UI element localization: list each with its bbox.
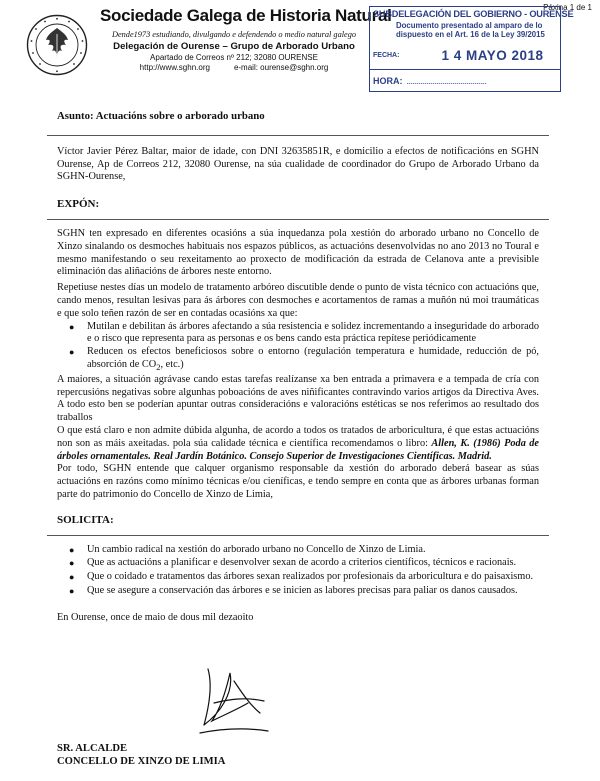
recipient-title: SR. ALCALDE <box>57 743 128 754</box>
stamp-title: SUBDELEGACIÓN DEL GOBIERNO - OURENSE <box>373 9 574 19</box>
stamp-time-box <box>370 69 560 91</box>
registry-stamp <box>369 6 574 92</box>
expon-paragraph: Repetiuse nestes días un modelo de tratamento arbóreo discutible dende o punto de vista técnico con actuacións que, cando menos, resultan lesivas para ás árbores con desmoches e acortamentos de ramas a muñón nú moi traumáticas e que solo teñen razón de ser en contadas ocasións xa que: <box>57 282 539 319</box>
divider <box>47 135 549 136</box>
expon-bullet-list <box>57 321 539 374</box>
recipient-block <box>57 742 225 768</box>
org-tagline: Dende1973 estudiando, divulgando e defendendo o medio natural galego <box>111 30 357 39</box>
bullet-icon: ● <box>69 558 75 569</box>
bullet-icon: ● <box>69 544 75 555</box>
org-address: Apartado de Correos nº 212; 32080 OURENSE <box>150 53 318 62</box>
book-reference: Allen, K. (1986) Poda de árboles ornamentales. Real Jardín Botánico. Consejo Superior de Investigaciones Científicas. Madrid. <box>57 437 539 462</box>
closing-line: En Ourense, once de maio de dous mil dezaoito <box>57 611 254 623</box>
list-item: ● Reducen os efectos beneficiosos sobre o entorno (regulación temperatura e humidade, reducción de pó, absorción de $CO_2$, etc.) <box>69 346 539 372</box>
bullet-icon: ● <box>69 321 75 332</box>
page-number: Páxina 1 de 1 <box>543 3 592 12</box>
org-delegation: Delegación de Ourense – Grupo de Arborado Urbano <box>113 41 355 52</box>
org-email: e-mail: ourense@sghn.org <box>233 63 329 72</box>
signature-image <box>190 663 290 743</box>
org-contacts <box>100 63 368 72</box>
expon-paragraph: Por todo, SGHN entende que calquer organismo responsable da xestión do arborado deberá basear as súas actuacións en razóns como mínimo técnicas e/ou cieníficas, e tendo sempre en conta que as árbores urbanas forman parte do patrimonio do Concello de Xinzo de Limia, <box>57 463 539 500</box>
expon-heading: EXPÓN: <box>57 198 100 211</box>
stamp-date: 1 4 MAYO 2018 <box>441 48 544 63</box>
letter-intro: Víctor Javier Pérez Baltar, maior de idade, con DNI 32635851R, e domicilio a efectos de notificacións en SGHN Ourense, Ap de Correos 212, 32080 Ourense, na súa cualidade de coordinador do Grupo de Arborado Urbano da SGHN-Ourense, <box>57 145 539 183</box>
bullet-icon: ● <box>69 572 75 583</box>
list-item: ● Que as actuacións a planificar e desenvolver sexan de acordo a criterios científicos, técnicos e racionais. <box>69 557 517 569</box>
letter-body <box>57 110 539 625</box>
bullet-icon: ● <box>69 347 75 358</box>
expon-paragraph: SGHN ten expresado en diferentes ocasións a súa inquedanza pola xestión do arborado urbano no Concello de Xinzo sinalando os desmoches habituais nos espazos públicos, as actuacións desenvolvidas no ano 2013 no Toural e mesmo manifestando o seu rexeitamento ao proxecto de modificación da estrada de Celanova ante a previsible eliminación das aliñacións de árbores neste entorno. <box>57 227 539 278</box>
org-website: http://www.sghn.org <box>139 63 210 72</box>
stamp-time-value: ........................................ <box>406 75 487 86</box>
list-item: ● Que o coidado e tratamentos das árbores sexan realizados por profesionais da arboricultura e do paisaxismo. <box>69 571 534 583</box>
expon-paragraph: O que está claro e non admite dúbida algunha, de acordo a todos os tratados de arboricultura, é que estas actuacións non son as máis axeitadas. pola súa calidade técnica e científica recomendamos o libro: Allen, K. (1986) Poda de árboles ornamentales. Real Jardín Botánico. Consejo Superior de Investigaciones Científicas. Madrid. <box>57 424 539 462</box>
recipient-office: CONCELLO DE XINZO DE LIMIA <box>57 756 226 767</box>
stamp-date-label: FECHA: <box>373 52 400 59</box>
divider <box>47 219 549 220</box>
solicita-list <box>57 544 539 598</box>
list-item: ● Que se asegure a conservación das árbores e se inicien as labores precisas para paliar os danos causados. <box>69 584 518 596</box>
bullet-icon: ● <box>69 585 75 596</box>
list-item: ● Mutilan e debilitan ás árbores afectando a súa resistencia e solidez incrementando a inseguridade do arborado e o risco que representa para as personas e os bens cando esta práctica repítese periódicamente <box>69 320 539 345</box>
org-name: Sociedade Galega de Historia Natural <box>100 6 392 25</box>
expon-paragraph: A maiores, a situación agrávase cando estas tarefas realízanse xa ben entrada a primavera e a tempada de cría con repercusións negativas sobre algunhas poboacións de aves niñificantes contravindo varios artigos da Directiva Aves. A todo esto ben se poderían apuntar outras consideracións e valoracións estéticas se nos referimos ao resultado dos traballos <box>57 373 539 424</box>
stamp-note: Documento presentado al amparo de lo dispuesto en el Art. 16 de la Ley 39/2015 <box>396 21 545 39</box>
divider <box>47 535 549 536</box>
list-item: ● Un cambio radical na xestión do arborado urbano no Concello de Xinzo de Limia. <box>69 543 426 555</box>
stamp-time-label: HORA: <box>373 75 403 86</box>
sghn-seal-logo <box>26 14 88 76</box>
stamp-date-row <box>370 48 560 63</box>
solicita-heading: SOLICITA: <box>57 513 114 526</box>
letter-subject: Asunto: Actuacións sobre o arborado urbano <box>57 110 265 122</box>
